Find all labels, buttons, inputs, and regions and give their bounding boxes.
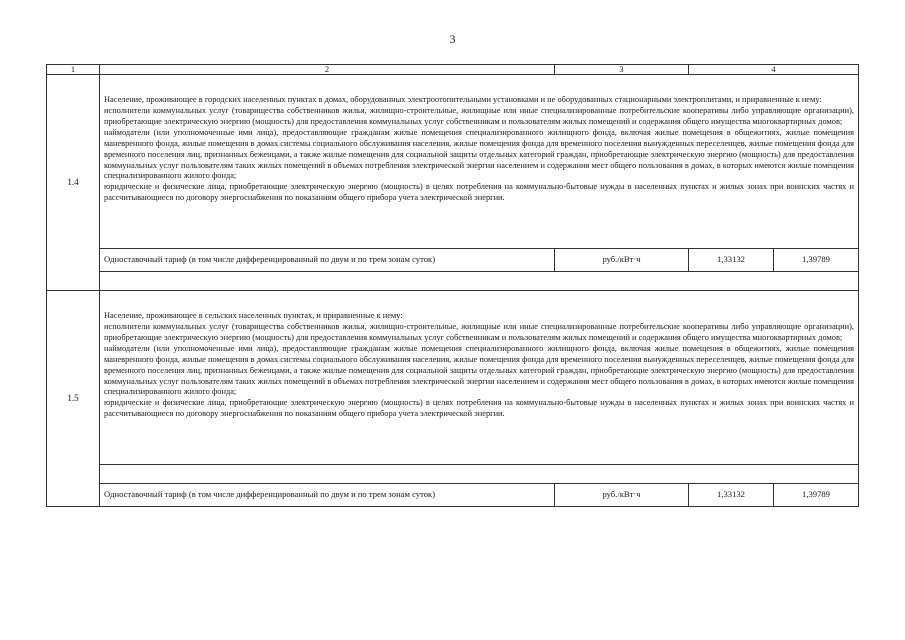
- table-row: [47, 291, 859, 465]
- tariff-value-first-half: 1,33132: [689, 249, 774, 272]
- tariff-unit: руб./кВт·ч: [555, 249, 689, 272]
- row-number: 1.5: [47, 291, 100, 507]
- row-number: 1.4: [47, 75, 100, 291]
- description-paragraph: Население, проживающее в сельских населенных пунктах, и приравненные к нему:: [104, 311, 403, 320]
- description-paragraph: Население, проживающее в городских населенных пунктах в домах, оборудованных электроотопительными установками и не оборудованных стационарными электроплитами, и приравненные к нему:: [104, 95, 822, 104]
- consumer-description: [100, 75, 859, 249]
- tariff-value-second-half: 1,39789: [774, 249, 859, 272]
- header-row: [47, 65, 859, 75]
- tariff-value-first-half: 1,33132: [689, 484, 774, 507]
- tariff-value-second-half: 1,39789: [774, 484, 859, 507]
- tariff-row: [47, 484, 859, 507]
- column-header-1: 1: [47, 65, 100, 75]
- description-paragraph: юридические и физические лица, приобретающие электрическую энергию (мощность) в целях потребления на коммунально-бытовые нужды в населенных пунктах и жилых зонах при воинских частях и рассчитывающиеся по договору энергоснабжения по показаниям общего прибора учета электрической энергии.: [104, 398, 854, 419]
- page-number: 3: [449, 32, 456, 46]
- description-paragraph: юридические и физические лица, приобретающие электрическую энергию (мощность) в целях потребления на коммунально-бытовые нужды в населенных пунктах и жилых зонах при воинских частях и рассчитывающиеся по договору энергоснабжения по показаниям общего прибора учета электрической энергии.: [104, 182, 854, 203]
- consumer-description: [100, 291, 859, 465]
- spacer-row: [47, 272, 859, 291]
- spacer-cell: [100, 465, 859, 484]
- description-paragraph: исполнители коммунальных услуг (товарищества собственников жилья, жилищно-строительные, жилищные или иные специализированные потребительские кооперативы либо управляющие организации), приобретающие электрическую энергию (мощность) для предоставления коммунальных услуг собственникам и пользователям жилых помещений и содержания общего имущества многоквартирных домов;: [104, 105, 854, 126]
- table-row: [47, 75, 859, 249]
- tariff-table: [46, 64, 859, 507]
- spacer-cell: [100, 272, 859, 291]
- description-paragraph: наймодатели (или уполномоченные ими лица), предоставляющие гражданам жилые помещения специализированного жилищного фонда, включая жилые помещения в общежитиях, жилые помещения маневренного фонда, жилые помещения в домах системы социального обслуживания населения, жилые помещения фонда для временного поселения вынужденных переселенцев, жилые помещения фонда для временного поселения лиц, признанных беженцами, а также жилые помещения для социальной защиты отдельных категорий граждан, приобретающие электрическую энергию (мощность) для предоставления коммунальных услуг пользователям таких жилых помещений в объемах потребления электрической энергии населением и содержания мест общего пользования в домах, в которых имеются жилые помещения специализированного жилого фонда;: [104, 343, 854, 397]
- spacer-row: [47, 465, 859, 484]
- tariff-unit: руб./кВт·ч: [555, 484, 689, 507]
- column-header-2: 2: [100, 65, 555, 75]
- column-header-3: 3: [555, 65, 689, 75]
- tariff-label: Одноставочный тариф (в том числе дифференцированный по двум и по трем зонам суток): [100, 484, 555, 507]
- tariff-label: Одноставочный тариф (в том числе дифференцированный по двум и по трем зонам суток): [100, 249, 555, 272]
- description-paragraph: исполнители коммунальных услуг (товарищества собственников жилья, жилищно-строительные, жилищные или иные специализированные потребительские кооперативы либо управляющие организации), приобретающие электрическую энергию (мощность) для предоставления коммунальных услуг собственникам и пользователям жилых помещений и содержания общего имущества многоквартирных домов;: [104, 321, 854, 342]
- column-header-4: 4: [689, 65, 859, 75]
- description-paragraph: наймодатели (или уполномоченные ими лица), предоставляющие гражданам жилые помещения специализированного жилищного фонда, включая жилые помещения в общежитиях, жилые помещения маневренного фонда, жилые помещения в домах системы социального обслуживания населения, жилые помещения фонда для временного поселения вынужденных переселенцев, жилые помещения фонда для временного поселения лиц, признанных беженцами, а также жилые помещения для социальной защиты отдельных категорий граждан, приобретающие электрическую энергию (мощность) для предоставления коммунальных услуг пользователям таких жилых помещений в объемах потребления электрической энергии населением и содержания мест общего пользования в домах, в которых имеются жилые помещения специализированного жилого фонда;: [104, 127, 854, 181]
- tariff-row: [47, 249, 859, 272]
